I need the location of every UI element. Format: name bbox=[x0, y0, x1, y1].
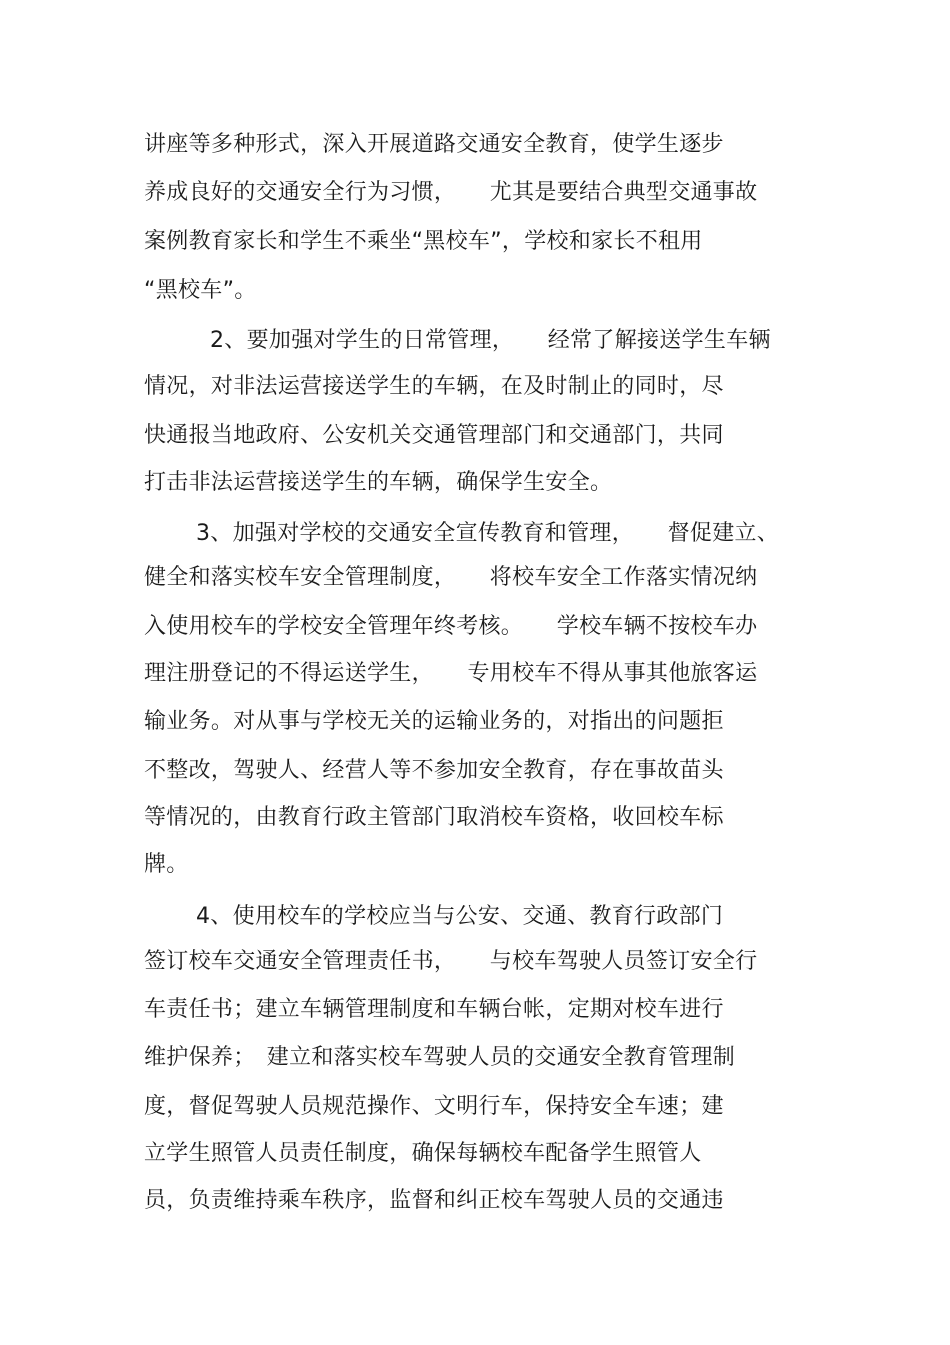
text-line: 签订校车交通安全管理责任书， 与校车驾驶人员签订安全行 bbox=[144, 949, 758, 974]
text-line: 维护保养； 建立和落实校车驾驶人员的交通安全教育管理制 bbox=[144, 1045, 736, 1070]
text-line: 入使用校车的学校安全管理年终考核。 学校车辆不按校车办 bbox=[144, 614, 758, 639]
text-line: 输业务。对从事与学校无关的运输业务的，对指出的问题拒 bbox=[144, 709, 724, 734]
text-line: 案例教育家长和学生不乘坐“黑校车”，学校和家长不租用 bbox=[144, 229, 703, 254]
text-line: 情况，对非法运营接送学生的车辆，在及时制止的同时，尽 bbox=[144, 374, 724, 399]
text-line: 快通报当地政府、公安机关交通管理部门和交通部门，共同 bbox=[144, 423, 724, 448]
text-line: 理注册登记的不得运送学生， 专用校车不得从事其他旅客运 bbox=[144, 661, 758, 686]
text-line: 牌。 bbox=[144, 852, 189, 877]
text-line: 2、要加强对学生的日常管理， 经常了解接送学生车辆 bbox=[210, 328, 771, 353]
text-line: 3、加强对学校的交通安全宣传教育和管理， 督促建立、 bbox=[196, 521, 780, 546]
text-line: “黑校车”。 bbox=[144, 278, 257, 303]
text-line: 健全和落实校车安全管理制度， 将校车安全工作落实情况纳 bbox=[144, 565, 758, 590]
text-line: 不整改，驾驶人、经营人等不参加安全教育，存在事故苗头 bbox=[144, 758, 724, 783]
text-line: 4、使用校车的学校应当与公安、交通、教育行政部门 bbox=[196, 904, 724, 929]
text-line: 养成良好的交通安全行为习惯， 尤其是要结合典型交通事故 bbox=[144, 180, 758, 205]
text-line: 立学生照管人员责任制度，确保每辆校车配备学生照管人 bbox=[144, 1141, 702, 1166]
text-line: 车责任书；建立车辆管理制度和车辆台帐，定期对校车进行 bbox=[144, 997, 724, 1022]
text-line: 员，负责维持乘车秩序，监督和纠正校车驾驶人员的交通违 bbox=[144, 1188, 724, 1213]
text-line: 度，督促驾驶人员规范操作、文明行车，保持安全车速；建 bbox=[144, 1094, 724, 1119]
text-line: 讲座等多种形式，深入开展道路交通安全教育，使学生逐步 bbox=[144, 132, 724, 157]
text-line: 打击非法运营接送学生的车辆，确保学生安全。 bbox=[144, 470, 613, 495]
text-line: 等情况的，由教育行政主管部门取消校车资格，收回校车标 bbox=[144, 805, 724, 830]
